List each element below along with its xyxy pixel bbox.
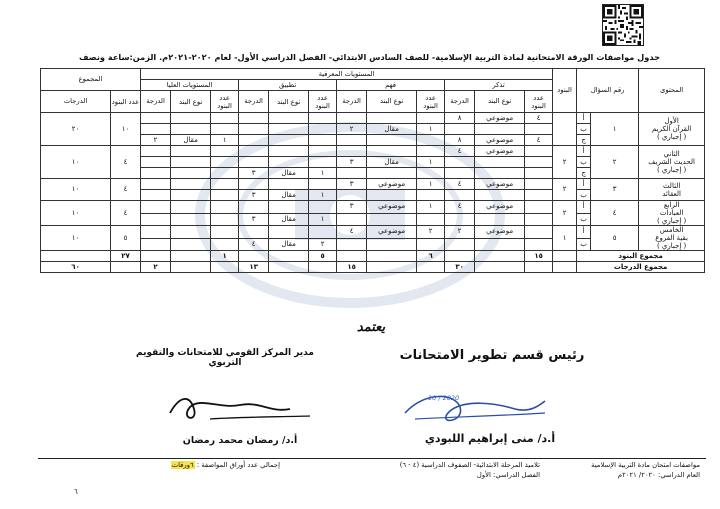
level-cell bbox=[309, 135, 337, 146]
totals-empty bbox=[309, 262, 337, 273]
level-cell: ١ bbox=[417, 179, 445, 190]
header-remember-grade: الدرجة bbox=[445, 91, 475, 113]
level-cell bbox=[525, 238, 553, 251]
totals-empty bbox=[269, 251, 309, 262]
totals-empty bbox=[337, 251, 367, 262]
level-cell: ٢ bbox=[337, 124, 367, 135]
level-cell bbox=[367, 190, 417, 201]
level-cell: ٢ bbox=[309, 238, 337, 251]
header-remember-type: نوع البند bbox=[475, 91, 525, 113]
level-cell: ١ bbox=[417, 157, 445, 168]
level-cell bbox=[525, 226, 553, 239]
level-cell: ١ bbox=[309, 168, 337, 179]
totals-empty bbox=[111, 262, 141, 273]
right-signatory-name: أ.د/ منى إبراهيم اللبودي bbox=[424, 432, 556, 445]
level-cell: مقال bbox=[367, 124, 417, 135]
totals-empty bbox=[475, 251, 525, 262]
header-apply: تطبيق bbox=[239, 80, 337, 91]
question-part-cell: أ bbox=[577, 201, 591, 214]
question-number-cell: ١ bbox=[591, 113, 639, 146]
level-cell bbox=[367, 135, 417, 146]
level-cell bbox=[367, 213, 417, 226]
level-cell bbox=[269, 179, 309, 190]
level-cell: موضوعي bbox=[475, 146, 525, 157]
level-cell: ١ bbox=[309, 190, 337, 201]
header-apply-count: عدد البنود bbox=[309, 91, 337, 113]
footer-pages-label: إجمالي عدد أوراق المواصفة : bbox=[196, 461, 280, 469]
level-cell bbox=[239, 157, 269, 168]
level-cell bbox=[525, 168, 553, 179]
document-title: جدول مواصفات الورقة الامتحانية لمادة التربية الإسلامية- للصف السادس الابتدائي- الفصل الدراسي الأول- لعام ٢٠٢٠-٢٠٢١م. الزمن:ساعة ونصف bbox=[79, 52, 660, 62]
level-cell bbox=[141, 213, 171, 226]
header-total-grades: الدرجات bbox=[41, 91, 111, 113]
content-cell: الخامس بقية الفروع ( إجباري ) bbox=[639, 226, 705, 251]
level-cell: ٤ bbox=[525, 135, 553, 146]
total-items-cell: ٤ bbox=[111, 201, 141, 226]
level-cell: ٨ bbox=[445, 135, 475, 146]
question-number-cell: ٤ bbox=[591, 201, 639, 226]
item-count-cell: ٢ bbox=[553, 146, 577, 179]
level-cell: مقال bbox=[269, 168, 309, 179]
level-cell bbox=[211, 124, 239, 135]
level-cell bbox=[239, 201, 269, 214]
table-row bbox=[41, 113, 705, 124]
level-cell bbox=[141, 238, 171, 251]
total-grades-cell: ١٠ bbox=[41, 226, 111, 251]
item-count-cell: ١ bbox=[553, 226, 577, 251]
header-total: المجموع bbox=[41, 69, 141, 91]
level-cell bbox=[445, 238, 475, 251]
question-part-cell: ب bbox=[577, 124, 591, 135]
header-remember: تذكر bbox=[445, 80, 553, 91]
totals-level-count: ١٥ bbox=[525, 251, 553, 262]
question-part-cell: ج bbox=[577, 135, 591, 146]
item-count-cell: ٢ bbox=[553, 201, 577, 226]
level-cell bbox=[269, 146, 309, 157]
totals-level-count: ١ bbox=[211, 251, 239, 262]
level-cell bbox=[269, 201, 309, 214]
header-understand-grade: الدرجة bbox=[337, 91, 367, 113]
total-items-cell: ٥ bbox=[111, 226, 141, 251]
footer-divider bbox=[38, 458, 706, 459]
level-cell bbox=[171, 146, 211, 157]
level-cell: ٣ bbox=[337, 201, 367, 214]
level-cell: ٣ bbox=[239, 213, 269, 226]
level-cell bbox=[475, 124, 525, 135]
header-understand-count: عدد البنود bbox=[417, 91, 445, 113]
specifications-table bbox=[40, 68, 705, 273]
totals-empty bbox=[367, 262, 417, 273]
footer-left bbox=[80, 460, 280, 470]
content-cell: الأول القرآن الكريم ( إجباري ) bbox=[639, 113, 705, 146]
level-cell bbox=[141, 146, 171, 157]
item-count-cell: ٢ bbox=[553, 179, 577, 201]
totals-empty bbox=[41, 251, 111, 262]
level-cell bbox=[141, 226, 171, 239]
level-cell: مقال bbox=[269, 190, 309, 201]
content-cell: الثاني الحديث الشريف ( إجباري ) bbox=[639, 146, 705, 179]
level-cell bbox=[367, 168, 417, 179]
right-signatory-title: رئيس قسم تطوير الامتحانات bbox=[399, 348, 585, 363]
level-cell bbox=[269, 135, 309, 146]
level-cell bbox=[337, 146, 367, 157]
footer-right bbox=[560, 460, 700, 480]
totals-items-row bbox=[41, 251, 705, 262]
level-cell: موضوعي bbox=[367, 226, 417, 239]
level-cell: موضوعي bbox=[367, 201, 417, 214]
level-cell bbox=[239, 179, 269, 190]
level-cell bbox=[171, 124, 211, 135]
level-cell bbox=[337, 135, 367, 146]
totals-empty bbox=[239, 251, 269, 262]
question-number-cell: ٥ bbox=[591, 226, 639, 251]
specifications-table-wrapper bbox=[40, 68, 704, 273]
level-cell bbox=[211, 179, 239, 190]
level-cell: ٢ bbox=[445, 226, 475, 239]
footer-middle bbox=[330, 460, 540, 480]
level-cell bbox=[367, 146, 417, 157]
level-cell bbox=[211, 113, 239, 124]
question-part-cell: ب bbox=[577, 157, 591, 168]
level-cell: ٤ bbox=[445, 146, 475, 157]
footer-term: الفصل الدراسي: الأول bbox=[476, 471, 540, 479]
level-cell bbox=[211, 201, 239, 214]
level-cell bbox=[239, 226, 269, 239]
header-higher-type: نوع البند bbox=[171, 91, 211, 113]
totals-label: مجموع الدرجات bbox=[577, 262, 705, 273]
header-understand: فهم bbox=[337, 80, 445, 91]
level-cell: ٨ bbox=[445, 113, 475, 124]
level-cell bbox=[211, 238, 239, 251]
level-cell bbox=[367, 238, 417, 251]
total-grades-cell: ١٠ bbox=[41, 146, 111, 179]
table-body bbox=[41, 69, 705, 273]
level-cell: موضوعي bbox=[367, 179, 417, 190]
header-content: المحتوى bbox=[639, 69, 705, 113]
level-cell bbox=[239, 135, 269, 146]
level-cell bbox=[337, 168, 367, 179]
totals-empty bbox=[367, 251, 417, 262]
level-cell bbox=[417, 238, 445, 251]
level-cell bbox=[141, 201, 171, 214]
question-part-cell: ب bbox=[577, 238, 591, 251]
right-signature-date: 10 / 2020 bbox=[428, 394, 460, 402]
totals-level-grade: ٣٠ bbox=[445, 262, 475, 273]
footer-subject: مواصفات امتحان مادة التربية الإسلامية bbox=[591, 461, 700, 469]
header-row-levels bbox=[41, 69, 705, 80]
level-cell bbox=[171, 168, 211, 179]
level-cell: ٣ bbox=[337, 157, 367, 168]
level-cell bbox=[475, 157, 525, 168]
level-cell bbox=[211, 213, 239, 226]
level-cell bbox=[417, 113, 445, 124]
question-part-cell: ب bbox=[577, 213, 591, 226]
level-cell bbox=[417, 168, 445, 179]
level-cell: مقال bbox=[367, 157, 417, 168]
level-cell: ١ bbox=[417, 124, 445, 135]
totals-empty bbox=[417, 262, 445, 273]
level-cell: مقال bbox=[269, 238, 309, 251]
level-cell bbox=[475, 168, 525, 179]
level-cell bbox=[211, 146, 239, 157]
level-cell bbox=[475, 238, 525, 251]
level-cell: مقال bbox=[171, 135, 211, 146]
level-cell bbox=[525, 179, 553, 190]
level-cell: موضوعي bbox=[475, 201, 525, 214]
header-remember-count: عدد البنود bbox=[525, 91, 553, 113]
left-signatory-title: مدير المركز القومي للامتحانات والتقويم التربوي bbox=[136, 348, 314, 368]
totals-level-grade: ١٣ bbox=[239, 262, 269, 273]
level-cell bbox=[525, 157, 553, 168]
content-cell: الثالث العقائد bbox=[639, 179, 705, 201]
total-grades-cell: ١٠ bbox=[41, 201, 111, 226]
level-cell bbox=[141, 179, 171, 190]
level-cell bbox=[367, 113, 417, 124]
level-cell bbox=[525, 201, 553, 214]
level-cell bbox=[141, 168, 171, 179]
totals-empty bbox=[141, 251, 171, 262]
table-row bbox=[41, 146, 705, 157]
level-cell bbox=[445, 168, 475, 179]
level-cell bbox=[417, 213, 445, 226]
header-understand-type: نوع البند bbox=[367, 91, 417, 113]
level-cell bbox=[525, 124, 553, 135]
totals-empty bbox=[525, 262, 553, 273]
totals-level-count: ٥ bbox=[309, 251, 337, 262]
level-cell bbox=[171, 238, 211, 251]
level-cell bbox=[171, 226, 211, 239]
total-items-cell: ٤ bbox=[111, 146, 141, 179]
totals-empty bbox=[171, 262, 211, 273]
level-cell: موضوعي bbox=[475, 226, 525, 239]
level-cell bbox=[417, 135, 445, 146]
level-cell bbox=[309, 113, 337, 124]
header-question-no: رقم السؤال bbox=[577, 69, 639, 113]
level-cell: مقال bbox=[269, 213, 309, 226]
level-cell: ٤ bbox=[239, 238, 269, 251]
level-cell bbox=[309, 201, 337, 214]
total-grades-cell: ٢٠ bbox=[41, 113, 111, 146]
level-cell: ٤ bbox=[525, 113, 553, 124]
level-cell bbox=[337, 238, 367, 251]
header-items: البنود bbox=[553, 69, 577, 113]
totals-level-grade: ٢ bbox=[141, 262, 171, 273]
footer-year: العام الدراسي: ٢٠٢٠/ ٢٠٢١م bbox=[617, 471, 700, 479]
totals-level-count: ٦ bbox=[417, 251, 445, 262]
level-cell: موضوعي bbox=[475, 113, 525, 124]
level-cell bbox=[475, 190, 525, 201]
totals-sum-count: ٢٧ bbox=[111, 251, 141, 262]
left-signatory-name: أ.د/ رمضان محمد رمضان bbox=[182, 435, 298, 446]
question-part-cell: ج bbox=[577, 168, 591, 179]
table-row bbox=[41, 179, 705, 190]
level-cell bbox=[525, 190, 553, 201]
level-cell: ١ bbox=[211, 135, 239, 146]
level-cell bbox=[269, 124, 309, 135]
level-cell bbox=[309, 146, 337, 157]
table-row bbox=[41, 201, 705, 214]
level-cell bbox=[171, 157, 211, 168]
level-cell bbox=[525, 146, 553, 157]
level-cell bbox=[239, 124, 269, 135]
level-cell bbox=[211, 157, 239, 168]
level-cell: ٤ bbox=[337, 226, 367, 239]
level-cell bbox=[269, 226, 309, 239]
totals-empty bbox=[269, 262, 309, 273]
level-cell: ٣ bbox=[239, 190, 269, 201]
level-cell: ١ bbox=[309, 213, 337, 226]
level-cell bbox=[445, 213, 475, 226]
header-apply-grade: الدرجة bbox=[239, 91, 269, 113]
level-cell: ٤ bbox=[445, 201, 475, 214]
footer-pages-count: ٦ورقات bbox=[171, 461, 194, 469]
question-part-cell: أ bbox=[577, 113, 591, 124]
header-higher: المستويات العليا bbox=[141, 80, 239, 91]
level-cell bbox=[171, 113, 211, 124]
header-higher-count: عدد البنود bbox=[211, 91, 239, 113]
content-cell: الرابع العبادات ( إجباري ) bbox=[639, 201, 705, 226]
totals-empty bbox=[171, 251, 211, 262]
header-apply-type: نوع البند bbox=[269, 91, 309, 113]
total-items-cell: ٤ bbox=[111, 179, 141, 201]
level-cell bbox=[309, 124, 337, 135]
header-higher-grade: الدرجة bbox=[141, 91, 171, 113]
level-cell bbox=[309, 157, 337, 168]
level-cell bbox=[417, 146, 445, 157]
totals-level-grade: ١٥ bbox=[337, 262, 367, 273]
level-cell: ٤ bbox=[445, 179, 475, 190]
level-cell bbox=[211, 190, 239, 201]
totals-empty bbox=[445, 251, 475, 262]
item-count-cell bbox=[553, 113, 577, 146]
totals-label: مجموع البنود bbox=[577, 251, 705, 262]
level-cell bbox=[211, 168, 239, 179]
totals-empty bbox=[553, 262, 577, 273]
question-number-cell: ٢ bbox=[591, 146, 639, 179]
question-part-cell: أ bbox=[577, 226, 591, 239]
qr-code-icon bbox=[602, 4, 644, 46]
level-cell bbox=[171, 190, 211, 201]
level-cell bbox=[309, 226, 337, 239]
level-cell bbox=[239, 146, 269, 157]
level-cell bbox=[269, 113, 309, 124]
level-cell bbox=[141, 124, 171, 135]
right-signature-icon bbox=[395, 383, 555, 433]
header-cognitive-levels: المستويات المعرفية bbox=[141, 69, 553, 80]
approval-stamp: يعتمد bbox=[356, 320, 386, 335]
level-cell bbox=[141, 113, 171, 124]
level-cell bbox=[445, 190, 475, 201]
question-part-cell: أ bbox=[577, 179, 591, 190]
totals-sum-grade: ٦٠ bbox=[41, 262, 111, 273]
level-cell: ٣ bbox=[337, 179, 367, 190]
question-number-cell: ٣ bbox=[591, 179, 639, 201]
level-cell: ٢ bbox=[141, 135, 171, 146]
level-cell bbox=[141, 157, 171, 168]
question-part-cell: ب bbox=[577, 190, 591, 201]
level-cell bbox=[171, 201, 211, 214]
level-cell: ١ bbox=[417, 201, 445, 214]
left-signature-icon bbox=[150, 383, 330, 433]
level-cell bbox=[525, 213, 553, 226]
totals-empty bbox=[211, 262, 239, 273]
header-total-count: عدد البنود bbox=[111, 91, 141, 113]
level-cell bbox=[309, 179, 337, 190]
table-row bbox=[41, 226, 705, 239]
level-cell bbox=[337, 213, 367, 226]
level-cell bbox=[211, 226, 239, 239]
level-cell bbox=[269, 157, 309, 168]
level-cell: موضوعي bbox=[475, 135, 525, 146]
question-part-cell: أ bbox=[577, 146, 591, 157]
level-cell bbox=[141, 190, 171, 201]
level-cell bbox=[445, 157, 475, 168]
level-cell bbox=[171, 179, 211, 190]
total-grades-cell: ١٠ bbox=[41, 179, 111, 201]
level-cell: موضوعي bbox=[475, 179, 525, 190]
level-cell: ٢ bbox=[417, 226, 445, 239]
level-cell bbox=[475, 213, 525, 226]
level-cell bbox=[445, 124, 475, 135]
totals-grades-row bbox=[41, 262, 705, 273]
totals-empty bbox=[553, 251, 577, 262]
level-cell bbox=[239, 113, 269, 124]
level-cell bbox=[337, 113, 367, 124]
level-cell bbox=[417, 190, 445, 201]
totals-empty bbox=[475, 262, 525, 273]
total-items-cell: ١٠ bbox=[111, 113, 141, 146]
footer-stage: تلاميذ المرحلة الابتدائية- الصفوف الدراسية (٤ - ٦) bbox=[399, 461, 540, 469]
page-number: ٦ bbox=[74, 488, 78, 496]
level-cell bbox=[337, 190, 367, 201]
level-cell: ٣ bbox=[239, 168, 269, 179]
level-cell bbox=[171, 213, 211, 226]
